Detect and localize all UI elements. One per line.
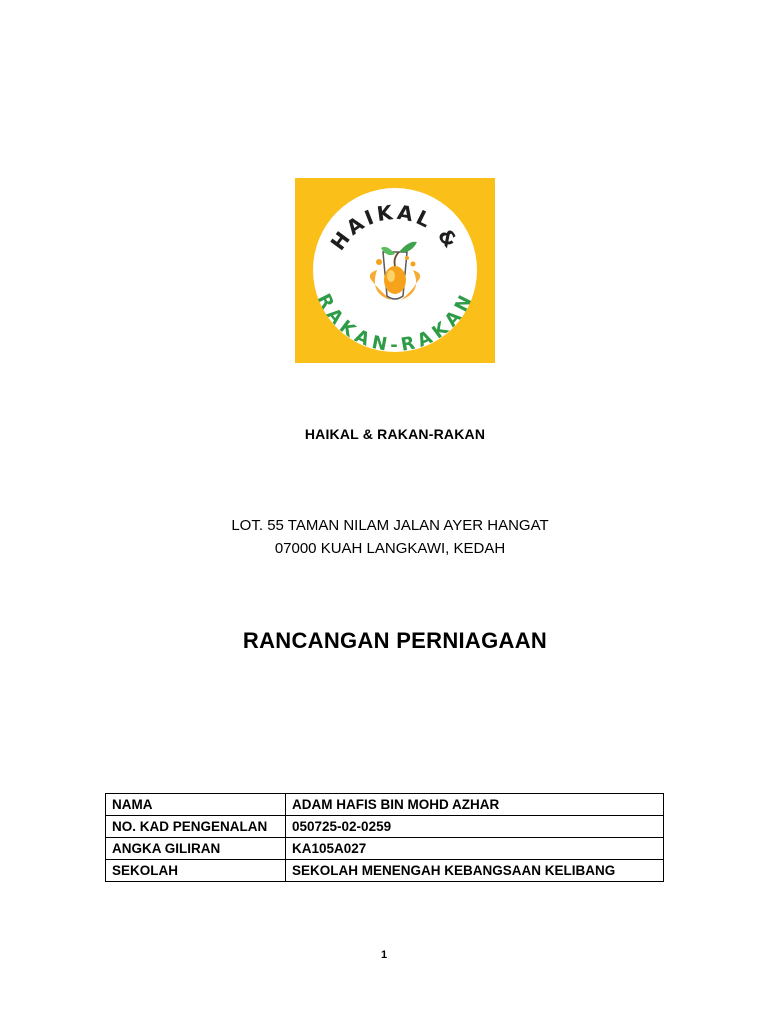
row-value: SEKOLAH MENENGAH KEBANGSAAN KELIBANG	[286, 860, 664, 882]
company-name: HAIKAL & RAKAN-RAKAN	[304, 426, 486, 442]
row-value: 050725-02-0259	[286, 816, 664, 838]
table-row	[106, 816, 664, 838]
table-row	[106, 794, 664, 816]
table-row	[106, 860, 664, 882]
company-address	[0, 514, 768, 560]
row-value: ADAM HAFIS BIN MOHD AZHAR	[286, 794, 664, 816]
logo-graphic	[295, 178, 495, 363]
row-label: NO. KAD PENGENALAN	[106, 816, 286, 838]
page-number: 1	[380, 949, 388, 961]
row-label: SEKOLAH	[106, 860, 286, 882]
company-logo	[295, 178, 495, 363]
logo-text-bottom: RAKAN-RAKAN	[312, 290, 478, 356]
logo-text-top: HAIKAL &	[325, 199, 465, 255]
address-line-2: 07000 KUAH LANGKAWI, KEDAH	[274, 540, 506, 557]
table-row	[106, 838, 664, 860]
row-label: NAMA	[106, 794, 286, 816]
student-info-table	[105, 793, 664, 882]
document-title: RANCANGAN PERNIAGAAN	[242, 628, 548, 653]
row-value: KA105A027	[286, 838, 664, 860]
row-label: ANGKA GILIRAN	[106, 838, 286, 860]
address-line-1: LOT. 55 TAMAN NILAM JALAN AYER HANGAT	[231, 517, 549, 534]
